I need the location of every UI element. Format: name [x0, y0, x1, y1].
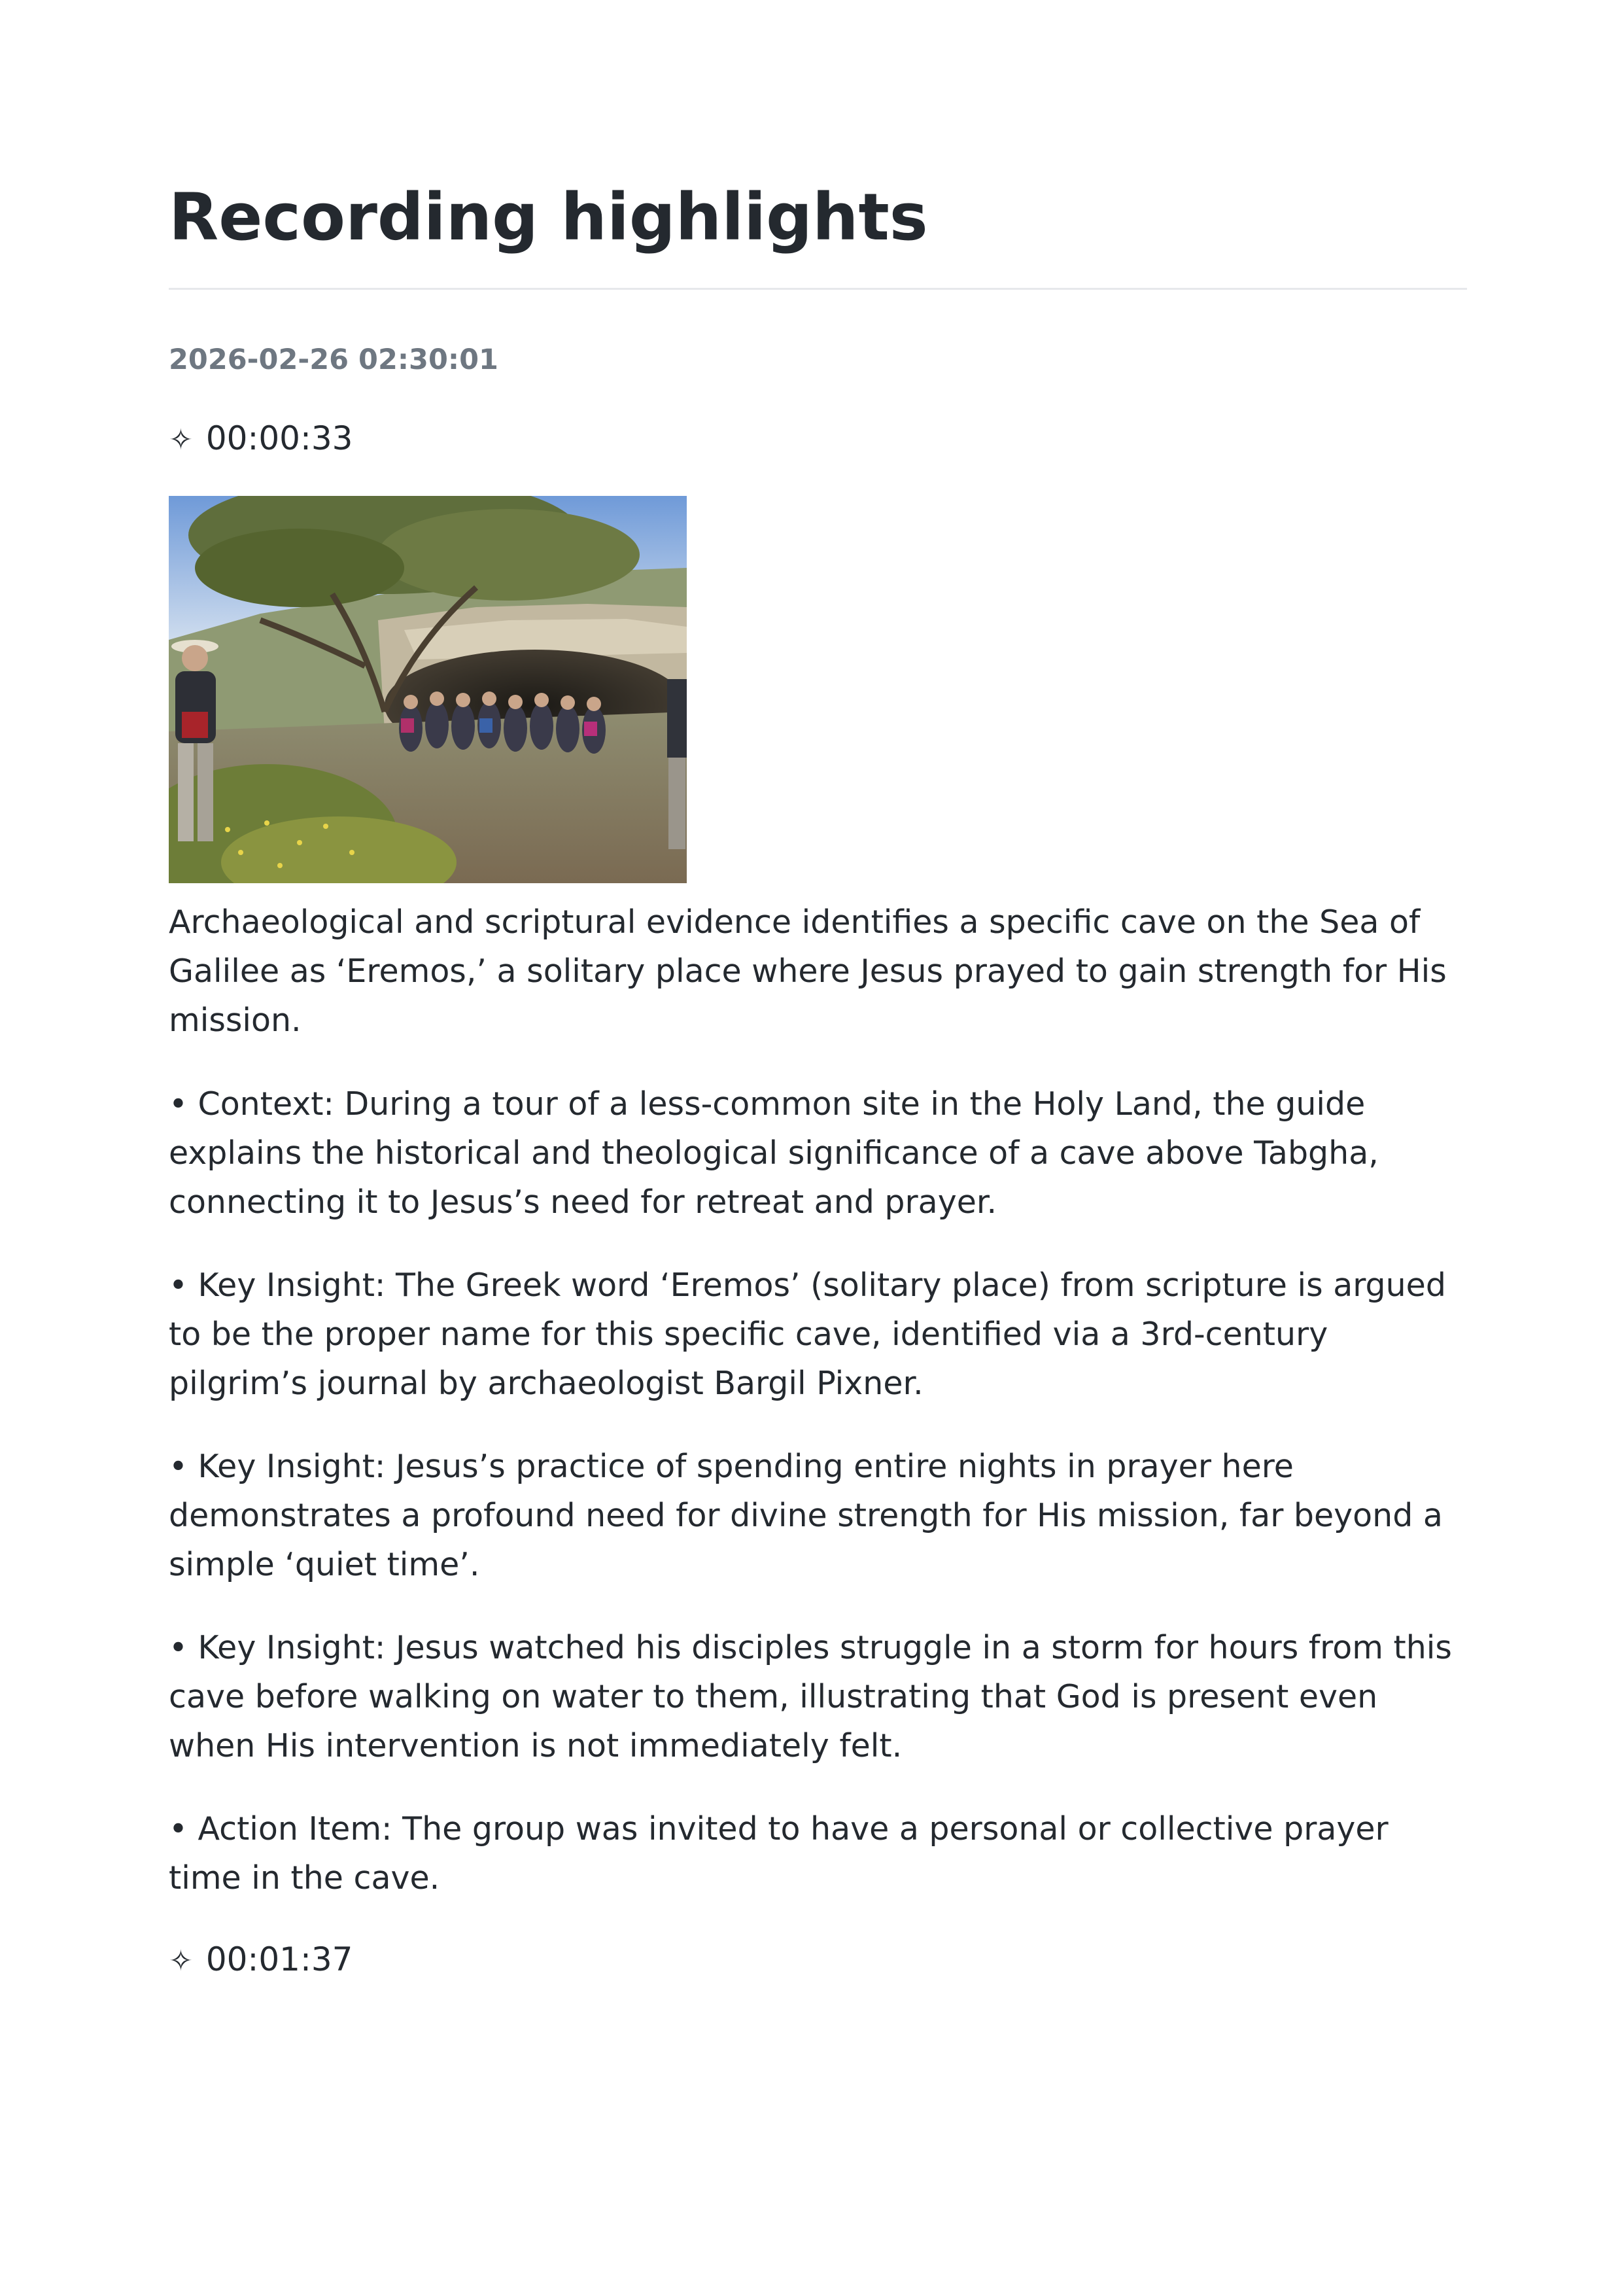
sparkle-icon: ✧ — [169, 423, 193, 457]
bullet-item: • Key Insight: Jesus’s practice of spending entire nights in prayer here demonstrates a profound need for divine strength for His mission, far beyond a simple ‘quiet time’. — [169, 1448, 1443, 1583]
title-divider — [169, 288, 1467, 290]
timestamp-label: 00:00:33 — [205, 419, 353, 457]
recording-date: 2026-02-26 02:30:01 — [169, 343, 498, 376]
bullet-item: • Action Item: The group was invited to have a personal or collective prayer time in the cave. — [169, 1810, 1389, 1897]
bullet-item: • Context: During a tour of a less-common site in the Holy Land, the guide explains the historical and theological significance of a cave above Tabgha, connecting it to Jesus’s need for retreat and prayer. — [169, 1085, 1379, 1221]
timestamp-link[interactable] — [169, 1936, 353, 1984]
timestamp-link[interactable] — [169, 415, 353, 463]
cave-photo — [169, 496, 687, 883]
summary-paragraph: Archaeological and scriptural evidence identifies a specific cave on the Sea of Galilee as ‘Eremos,’ a solitary place where Jesus prayed to gain strength for His mission. — [169, 903, 1447, 1039]
bullet-item: • Key Insight: The Greek word ‘Eremos’ (solitary place) from scripture is argued to be the proper name for this specific cave, identified via a 3rd-century pilgrim’s journal by archaeologist Bargil Pixner. — [169, 1267, 1446, 1402]
page-title: Recording highlights — [169, 180, 928, 255]
sparkle-icon: ✧ — [169, 1944, 193, 1978]
timestamp-label: 00:01:37 — [205, 1940, 353, 1978]
bullet-item: • Key Insight: Jesus watched his disciples struggle in a storm for hours from this cave before walking on water to them, illustrating that God is present even when His intervention is not immediately felt. — [169, 1629, 1452, 1764]
